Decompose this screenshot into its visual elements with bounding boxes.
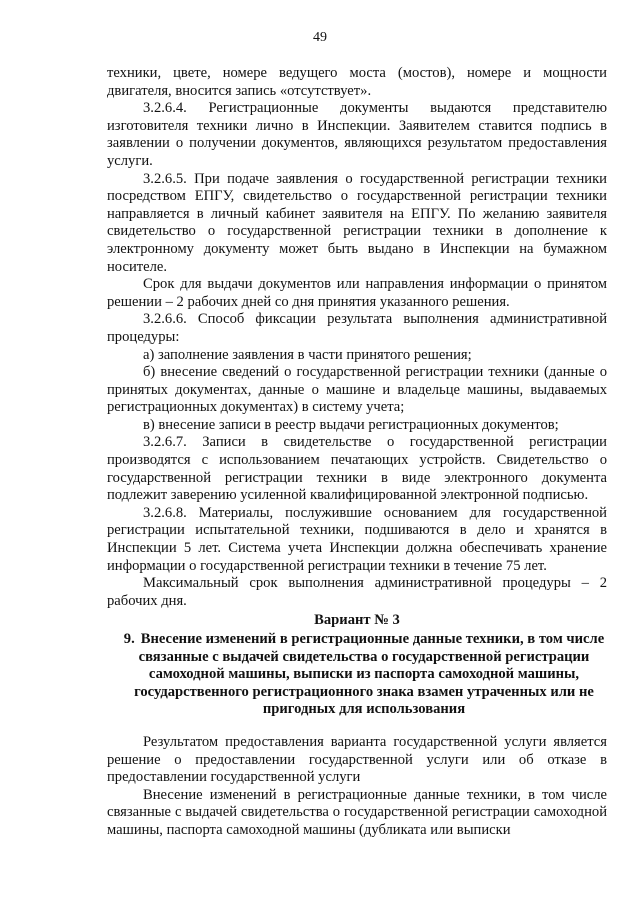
list-item: б) внесение сведений о государственной регистрации техники (данные о принятых документах, данные о машине и владельце машины, выдаваемых регистрационных документах) в систему учета; — [107, 364, 607, 416]
paragraph: Внесение изменений в регистрационные данные техники, в том числе связанные с выдачей свидетельства о государственной регистрации самоходной машины, паспорта самоходной машины (дубликата или выписки — [107, 786, 607, 838]
paragraph: 3.2.6.7. Записи в свидетельстве о государственной регистрации производятся с использованием печатающих устройств. Свидетельство о государственной регистрации техники в виде электронного документа подлежит заверению усиленной квалифицированной электронной подписью. — [107, 434, 607, 504]
paragraph: техники, цвете, номере ведущего моста (мостов), номере и мощности двигателя, вносится запись «отсутствует». — [107, 65, 607, 99]
paragraph: 3.2.6.4. Регистрационные документы выдаются представителю изготовителя техники лично в Инспекции. Заявителем ставится подпись в заявлении о получении документов, являющихся результатом предоставления услуги. — [107, 100, 607, 169]
page-number: 49 — [313, 30, 327, 45]
paragraph: 3.2.6.8. Материалы, послужившие основанием для государственной регистрации испытательной техники, подшиваются в дело и хранятся в Инспекции 5 лет. Система учета Инспекции должна обеспечивать хранение информации о государственной регистрации техники в течение 75 лет. — [107, 504, 607, 574]
paragraph: Результатом предоставления варианта государственной услуги является решение о предоставлении государственной услуги или об отказе в предоставлении государственной услуги — [107, 733, 607, 786]
list-item: в) внесение записи в реестр выдачи регистрационных документов; — [143, 416, 559, 433]
paragraph: 3.2.6.5. При подаче заявления о государственной регистрации техники посредством ЕПГУ, свидетельство о государственной регистрации техники направляется в личный кабинет заявителя на ЕПГУ. По желанию заявителя свидетельство о государственной регистрации техники в дополнение к электронному документу может быть выдано в Инспекции на бумажном носителе. — [107, 170, 607, 275]
list-item: а) заполнение заявления в части принятого решения; — [143, 346, 472, 363]
paragraph: 3.2.6.6. Способ фиксации результата выполнения административной процедуры: — [107, 311, 607, 345]
section-heading — [107, 631, 607, 719]
section-number: 9. — [123, 631, 135, 647]
paragraph: Срок для выдачи документов или направления информации о принятом решении – 2 рабочих дней со дня принятия указанного решения. — [107, 276, 607, 310]
section-title: Внесение изменений в регистрационные данные техники, в том числе связанные с выдачей свидетельства о государственной регистрации самоходной машины, выписки из паспорта самоходной машины, государственного регистрационного знака взамен утраченных или не пригодных для использования — [134, 631, 605, 718]
paragraph: Максимальный срок выполнения административной процедуры – 2 рабочих дня. — [107, 575, 607, 609]
document-body — [107, 65, 607, 840]
variant-title: Вариант № 3 — [314, 612, 400, 629]
